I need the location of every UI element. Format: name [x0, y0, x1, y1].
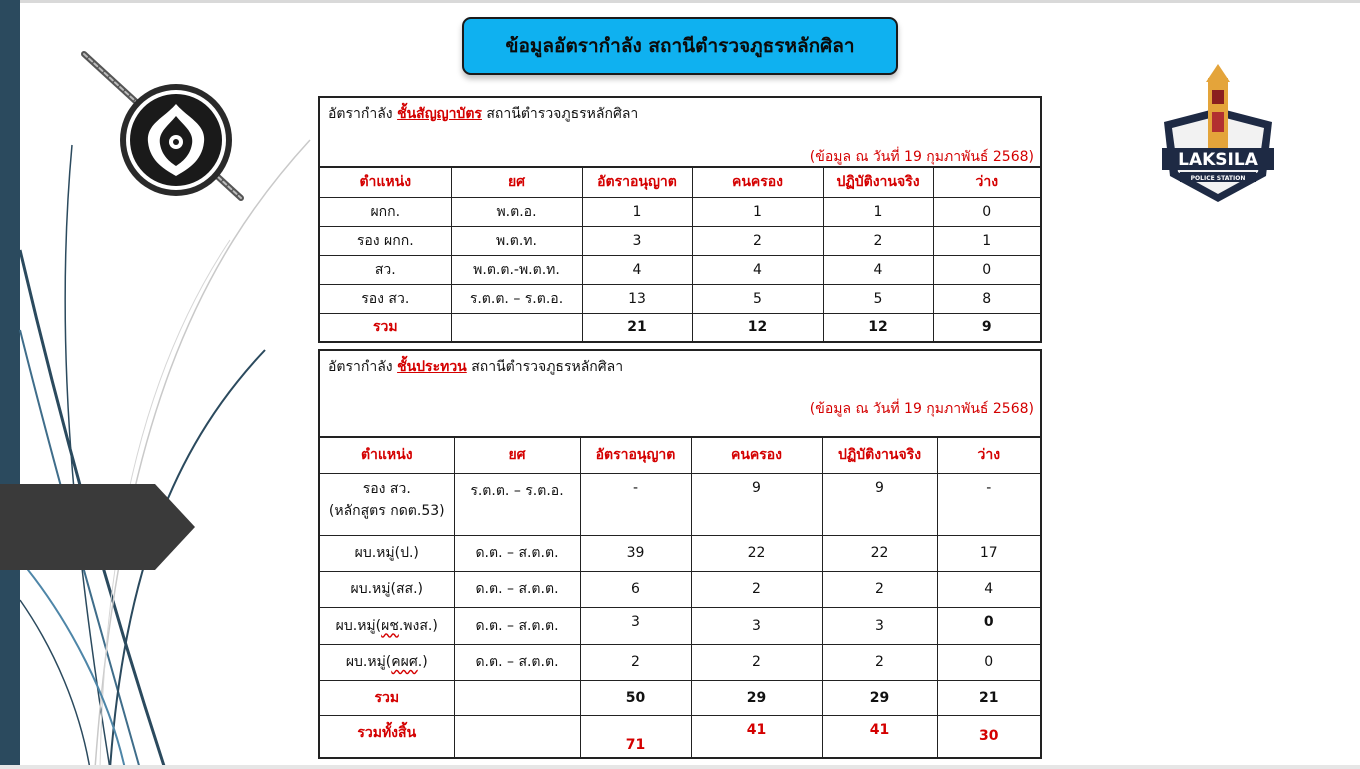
table-row: ผบ.หมู่(ผช.พงส.) ด.ต. – ส.ต.ต. 3 3 3 0 — [320, 607, 1040, 644]
table-row: รอง ผกก. พ.ต.ท. 3 2 2 1 — [320, 226, 1040, 255]
table2-grid — [320, 438, 1040, 757]
table-row: ผบ.หมู่(คผศ.) ด.ต. – ส.ต.ต. 2 2 2 0 — [320, 644, 1040, 680]
non-commissioned-officers-table — [318, 349, 1042, 759]
logo-subtext: POLICE STATION — [1190, 175, 1246, 182]
table1-header-block — [320, 98, 1040, 168]
table2-col-position: ตำแหน่ง — [320, 438, 454, 473]
title-banner — [462, 17, 898, 75]
commissioned-officers-table — [318, 96, 1042, 343]
table2-col-vacant: ว่าง — [937, 438, 1040, 473]
table2-total-row: รวม 50 29 29 21 — [320, 680, 1040, 715]
table1-total-row: รวม 21 12 12 9 — [320, 313, 1040, 341]
table2-header-block — [320, 351, 1040, 438]
left-tab-shape — [0, 484, 195, 570]
table2-col-actual: ปฏิบัติงานจริง — [822, 438, 937, 473]
table1-col-vacant: ว่าง — [933, 168, 1040, 197]
table2-grand-total-row: รวมทั้งสิ้น 71 41 41 30 — [320, 715, 1040, 757]
table1-title: อัตรากำลัง ชั้นสัญญาบัตร สถานีตำรวจภูธรหลักศิลา — [328, 106, 639, 122]
table1-col-allowed: อัตราอนุญาต — [582, 168, 692, 197]
royal-emblem-logo — [76, 46, 248, 206]
top-border — [0, 0, 1360, 3]
table-row: ผบ.หมู่(สส.) ด.ต. – ส.ต.ต. 6 2 2 4 — [320, 571, 1040, 607]
left-accent-bar — [0, 0, 20, 769]
table2-title: อัตรากำลัง ชั้นประทวน สถานีตำรวจภูธรหลักศิลา — [328, 359, 624, 375]
laksila-police-logo — [1158, 60, 1278, 206]
table-row: รอง สว. ร.ต.ต. – ร.ต.อ. 13 5 5 8 — [320, 284, 1040, 313]
table2-date: (ข้อมูล ณ วันที่ 19 กุมภาพันธ์ 2568) — [809, 401, 1034, 417]
page-title: ข้อมูลอัตรากำลัง สถานีตำรวจภูธรหลักศิลา — [505, 35, 855, 57]
table1-grid — [320, 168, 1040, 341]
table-row: รอง สว. (หลักสูตร กดต.53) ร.ต.ต. – ร.ต.อ. - 9 9 - — [320, 473, 1040, 535]
bottom-border — [0, 765, 1360, 769]
table1-col-rank: ยศ — [451, 168, 582, 197]
table-row: ผบ.หมู่(ป.) ด.ต. – ส.ต.ต. 39 22 22 17 — [320, 535, 1040, 571]
table1-col-holders: คนครอง — [692, 168, 823, 197]
table-row: ผกก. พ.ต.อ. 1 1 1 0 — [320, 197, 1040, 226]
table1-col-position: ตำแหน่ง — [320, 168, 451, 197]
table2-col-holders: คนครอง — [691, 438, 822, 473]
logo-brand-text: LAKSILA — [1178, 150, 1258, 170]
table2-col-rank: ยศ — [454, 438, 580, 473]
table2-col-allowed: อัตราอนุญาต — [580, 438, 691, 473]
table1-date: (ข้อมูล ณ วันที่ 19 กุมภาพันธ์ 2568) — [809, 149, 1034, 165]
table1-col-actual: ปฏิบัติงานจริง — [823, 168, 933, 197]
table-row: สว. พ.ต.ต.-พ.ต.ท. 4 4 4 0 — [320, 255, 1040, 284]
